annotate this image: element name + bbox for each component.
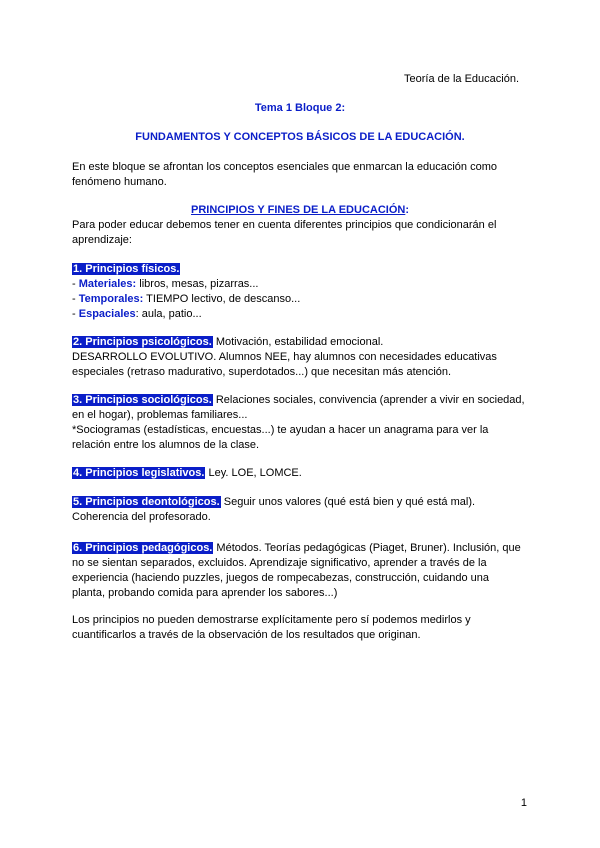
item-label: Temporales: (78, 293, 144, 305)
principle-pedagogical: 6. Principios pedagógicos. Métodos. Teorías pedagógicas (Piaget, Bruner). Inclusión, que no se sientan separados, excluidos. Aprendizaje significativo, aprender a través de la experiencia (haciendo puzzles, juegos de rompecabezas, construcción, cuidando una planta, probando comida para aprender los sabores...) (72, 541, 532, 601)
principle-heading: 4. Principios legislativos. (73, 467, 205, 479)
section-heading (0, 203, 600, 218)
item-label: Espaciales (78, 308, 136, 320)
list-item: - Espaciales: aula, patio... (72, 308, 202, 320)
paragraph-line: no se sientan separados, excluidos. Aprendizaje significativo, aprender a través de la (72, 557, 487, 569)
principle-physical (72, 262, 532, 322)
principle-legislative: 4. Principios legislativos. Ley. LOE, LOMCE. (73, 467, 302, 479)
closing-paragraph (72, 613, 532, 643)
principle-heading: 6. Principios pedagógicos. (73, 542, 213, 554)
paragraph-line: en el hogar), problemas familiares... (72, 409, 248, 421)
paragraph-line: DESARROLLO EVOLUTIVO. Alumnos NEE, hay alumnos con necesidades educativas (72, 351, 497, 363)
paragraph-line: cuantificarlos a través de la observación de los resultados que originan. (72, 629, 421, 641)
principle-deontological: 5. Principios deontológicos. Seguir unos valores (qué está bien y qué está mal). Coherencia del profesorado. (72, 495, 532, 525)
paragraph-line: *Sociogramas (estadísticas, encuestas...) te ayudan a hacer un anagrama para ver la (72, 424, 489, 436)
intro-line: En este bloque se afrontan los conceptos esenciales que enmarcan la educación como (72, 161, 497, 173)
intro-line: fenómeno humano. (72, 176, 167, 188)
paragraph-line: especiales (retraso madurativo, superdotados...) que necesitan más atención. (72, 366, 452, 378)
paragraph-line: Los principios no pueden demostrarse explícitamente pero sí podemos medirlos y (72, 614, 471, 626)
list-item: - Temporales: TIEMPO lectivo, de descanso... (72, 293, 301, 305)
paragraph-line: Coherencia del profesorado. (72, 511, 211, 523)
principle-heading: 3. Principios sociológicos. (73, 394, 212, 406)
principle-psychological: 2. Principios psicológicos. Motivación, estabilidad emocional. DESARROLLO EVOLUTIVO. Alumnos NEE, hay alumnos con necesidades educativas especiales (retraso madurativo, superdotados...) que necesitan más atención. (72, 335, 532, 380)
paragraph-line: planta, probando comida para aprender los sabores...) (72, 587, 338, 599)
topic-title: Tema 1 Bloque 2: (254, 102, 346, 114)
section-intro-line: Para poder educar debemos tener en cuenta diferentes principios que condicionarán el (72, 219, 497, 231)
principle-heading: 5. Principios deontológicos. (73, 496, 220, 508)
paragraph-line: experiencia (haciendo puzzles, juegos de rompecabezas, construcción, cuidando una (72, 572, 490, 584)
page-number: 1 (520, 797, 527, 809)
main-title: FUNDAMENTOS Y CONCEPTOS BÁSICOS DE LA EDUCACIÓN. (135, 131, 465, 143)
principle-heading: 1. Principios físicos. (73, 263, 180, 275)
section-intro (72, 218, 532, 248)
intro-paragraph (72, 160, 532, 190)
section-heading-colon: : (405, 204, 409, 216)
principle-sociological: 3. Principios sociológicos. Relaciones sociales, convivencia (aprender a vivir en sociedad, en el hogar), problemas familiares... *Sociogramas (estadísticas, encuestas...) te ayudan a hacer un anagrama para ver la relación entre los alumnos de la clase. (72, 393, 532, 453)
principle-heading: 2. Principios psicológicos. (73, 336, 212, 348)
paragraph-line: relación entre los alumnos de la clase. (72, 439, 260, 451)
section-intro-line: aprendizaje: (72, 234, 132, 246)
section-heading-text: PRINCIPIOS Y FINES DE LA EDUCACIÓN (191, 204, 406, 216)
item-label: Materiales: (78, 278, 137, 290)
course-header: Teoría de la Educación. (404, 73, 519, 85)
list-item: - Materiales: libros, mesas, pizarras... (72, 278, 259, 290)
